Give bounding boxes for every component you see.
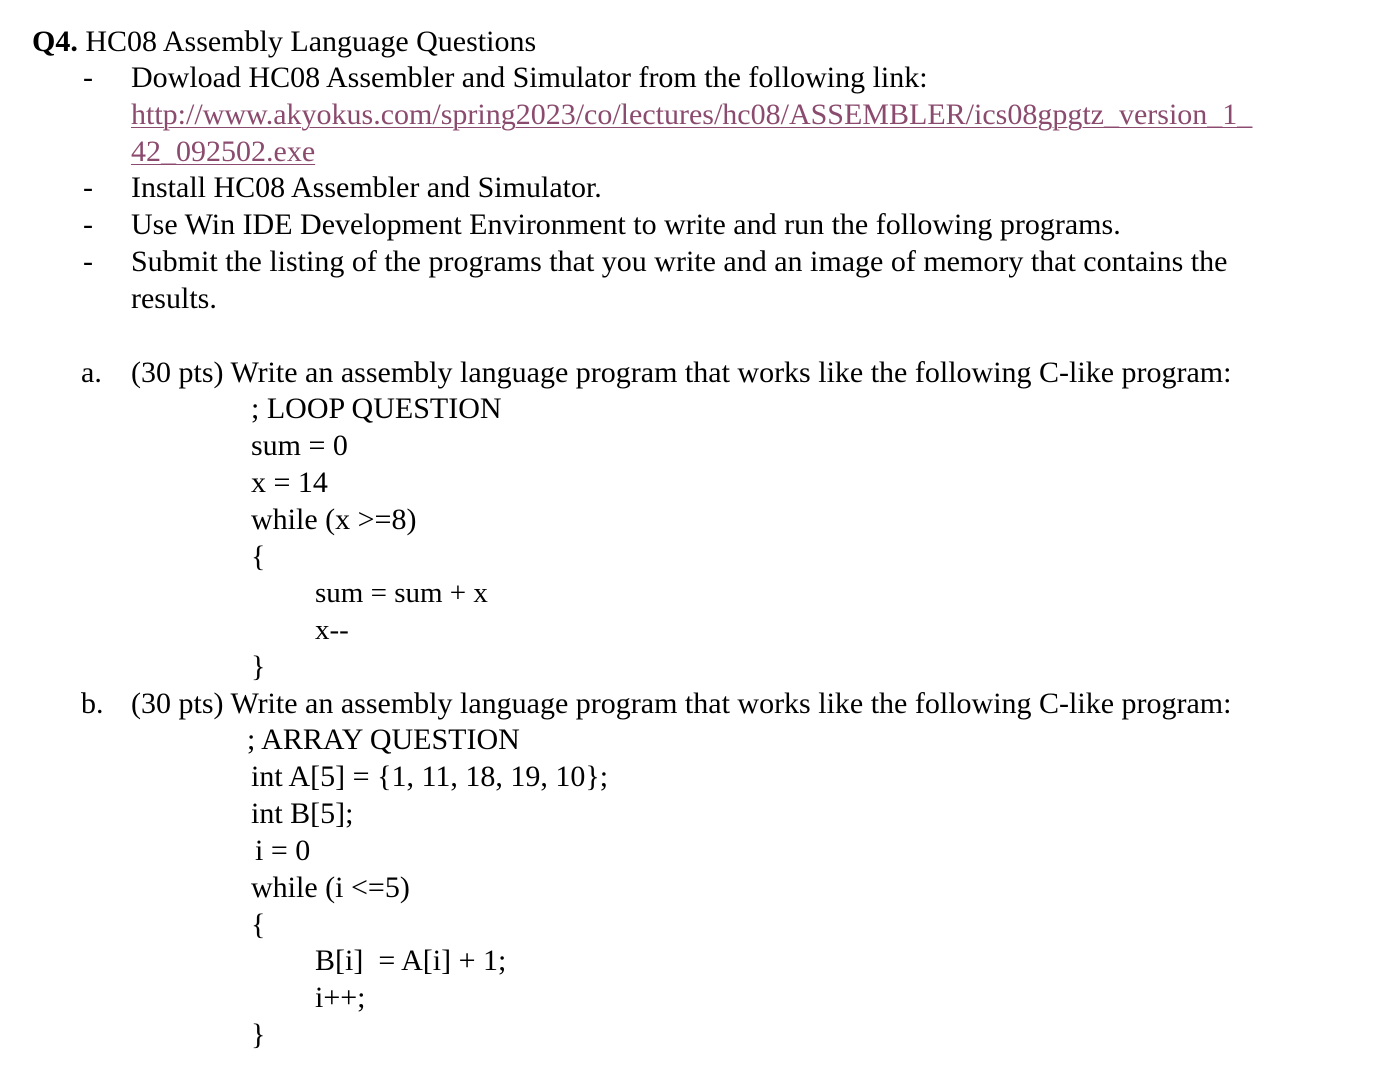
code-line: i++; [315,981,366,1014]
bullet-dash: - [83,61,93,94]
code-line: while (i <=5) [251,871,410,904]
question-number: Q4. [32,25,78,58]
part-b-label: b. [81,687,104,720]
download-link-line1[interactable]: http://www.akyokus.com/spring2023/co/lectures/hc08/ASSEMBLER/ics08gpgtz_version_1_ [131,98,1253,131]
code-line: sum = 0 [251,429,348,462]
part-a-label: a. [81,356,102,389]
bullet-text-submit-line1: Submit the listing of the programs that you write and an image of memory that contains the [131,245,1228,278]
code-line: { [251,908,266,941]
question-heading [32,27,536,57]
code-line: ; LOOP QUESTION [251,392,502,425]
part-a-prompt: (30 pts) Write an assembly language program that works like the following C-like program: [131,356,1232,389]
code-line: i = 0 [255,834,311,867]
bullet-text-download: Dowload HC08 Assembler and Simulator from the following link: [131,61,928,94]
code-line: } [251,1018,266,1051]
code-line: while (x >=8) [251,503,417,536]
part-b-prompt: (30 pts) Write an assembly language program that works like the following C-like program: [131,687,1232,720]
code-line: { [251,540,266,573]
code-line: x-- [315,614,349,646]
question-title: HC08 Assembly Language Questions [85,25,537,58]
bullet-text-ide: Use Win IDE Development Environment to write and run the following programs. [131,208,1121,241]
bullet-text-submit-line2: results. [131,282,217,315]
code-line: int A[5] = {1, 11, 18, 19, 10}; [251,760,609,793]
code-line: sum = sum + x [315,577,488,609]
code-line: B[i] = A[i] + 1; [315,944,507,977]
code-line: ; ARRAY QUESTION [247,723,520,756]
bullet-text-install: Install HC08 Assembler and Simulator. [131,171,602,204]
bullet-dash: - [83,208,93,241]
code-line: x = 14 [251,466,328,499]
code-line: } [251,650,266,683]
download-link-line2[interactable]: 42_092502.exe [131,135,316,168]
bullet-dash: - [83,171,93,204]
code-line: int B[5]; [251,797,354,830]
bullet-dash: - [83,245,93,278]
